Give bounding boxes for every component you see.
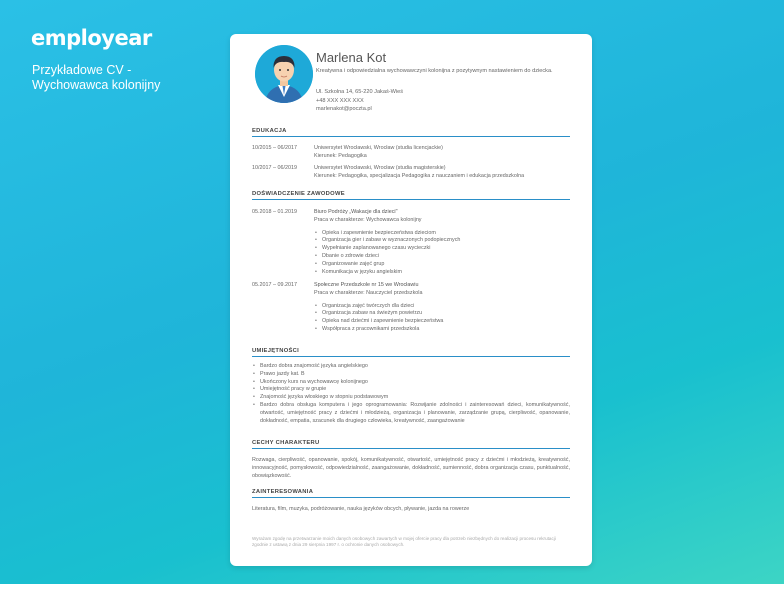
- traits-section-header: [252, 440, 570, 449]
- interests-text: Literatura, film, muzyka, podróżowanie, nauka języków obcych, pływanie, jazda na rowerze: [252, 506, 470, 512]
- duty-item: • Organizacja zabaw na świeżym powietrzu: [314, 310, 570, 318]
- traits-text: Rozwaga, cierpliwość, opanowanie, spokój, komunikatywność, otwartość, umiejętność pracy z dziećmi i młodzieżą, kreatywność, innowacyjność, pomysłowość, odpowiedzialność, zaangażowanie, dokładność, sumienność, dobra organizacja czasu, punktualność, obowiązkowość.: [252, 457, 570, 479]
- side-title: [32, 63, 212, 93]
- experience-dates: 05.2017 – 09.2017: [252, 282, 297, 288]
- section-divider: [252, 448, 570, 449]
- education-school: Uniwersytet Wrocławski, Wrocław (studia magisterskie): [314, 165, 446, 171]
- skill-item: • Bardzo dobra obsługa komputera i jego oprogramowania: Rozwijanie zdolności i zainteresowań dzieci, komunikatywność, otwartość, umiejętność pracy z dziećmi i młodzieżą, organizacja i planowanie, zarządzanie grupą, cierpliwość, opanowanie, dokładność, empatia, szacunek dla drugiego człowieka, kreatywność, zaangażowanie: [252, 402, 570, 425]
- education-title: EDUKACJA: [252, 128, 287, 134]
- experience-company: Społeczne Przedszkole nr 15 we Wrocławiu: [314, 282, 419, 288]
- duty-item: • Organizacja gier i zabaw w wyznaczonych podopiecznych: [314, 237, 570, 245]
- experience-duties: [314, 230, 570, 277]
- education-school: Uniwersytet Wrocławski, Wrocław (studia licencjackie): [314, 145, 443, 151]
- cv-summary: Kreatywna i odpowiedzialna wychowawczyni kolonijna z pozytywnym nastawieniem do dziecka.: [316, 68, 553, 74]
- interests-section-header: [252, 489, 570, 498]
- duty-item: • Dbanie o zdrowie dzieci: [314, 253, 570, 261]
- experience-role: Praca w charakterze: Wychowawca kolonijny: [314, 216, 422, 223]
- duty-item: • Współpraca z pracownikami przedszkola: [314, 326, 570, 334]
- skill-item: • Prawo jazdy kat. B: [252, 371, 570, 379]
- duty-item: • Opieka i zapewnienie bezpieczeństwa dzieciom: [314, 230, 570, 238]
- duty-item: • Organizowanie zajęć grup: [314, 261, 570, 269]
- education-field: Kierunek: Pedagogika: [314, 152, 367, 159]
- duty-item: • Komunikacja w języku angielskim: [314, 269, 570, 277]
- experience-duties: [314, 303, 570, 334]
- skills-list-wrap: [252, 363, 570, 425]
- skills-section-header: [252, 348, 570, 357]
- bottom-strip: [0, 584, 784, 600]
- duty-item: • Opieka nad dziećmi i zapewnienie bezpieczeństwa: [314, 318, 570, 326]
- skill-item: • Bardzo dobra znajomość języka angielskiego: [252, 363, 570, 371]
- skill-item: • Umiejętność pracy w grupie: [252, 386, 570, 394]
- skill-item: • Znajomość języka włoskiego w stopniu podstawowym: [252, 394, 570, 402]
- education-section-header: [252, 128, 570, 137]
- section-divider: [252, 199, 570, 200]
- employear-logo[interactable]: employear: [31, 26, 152, 50]
- contact-email: marlenakot@poczta.pl: [316, 106, 372, 113]
- section-divider: [252, 136, 570, 137]
- contact-address: Ul. Szkolna 14, 65-220 Jakaś-Wieś: [316, 89, 404, 95]
- experience-company: Biuro Podróży „Wakacje dla dzieci": [314, 209, 398, 215]
- duty-item: • Wypełnianie zaplanowanego czasu wycieczki: [314, 245, 570, 253]
- education-dates: 10/2015 – 06/2017: [252, 145, 297, 151]
- side-title-line1: Przykładowe CV -: [32, 63, 132, 77]
- interests-title: ZAINTERESOWANIA: [252, 489, 314, 495]
- experience-section-header: [252, 191, 570, 200]
- person-avatar-icon: [255, 45, 313, 103]
- skill-item: • Ukończony kurs na wychowawcę kolonijnego: [252, 379, 570, 387]
- traits-title: CECHY CHARAKTERU: [252, 440, 320, 446]
- skills-title: UMIEJĘTNOŚCI: [252, 348, 300, 354]
- skills-list: [252, 363, 570, 425]
- cv-document: [230, 34, 592, 566]
- contact-phone: +48 XXX XXX XXX: [316, 97, 364, 104]
- section-divider: [252, 356, 570, 357]
- duty-item: • Organizacja zajęć twórczych dla dzieci: [314, 303, 570, 311]
- experience-dates: 05.2018 – 01.2019: [252, 209, 297, 215]
- experience-title: DOŚWIADCZENIE ZAWODOWE: [252, 191, 345, 197]
- contact-block: [316, 88, 403, 114]
- avatar: [255, 45, 313, 103]
- education-dates: 10/2017 – 06/2019: [252, 165, 297, 171]
- experience-role: Praca w charakterze: Nauczyciel przedszkola: [314, 289, 423, 296]
- side-title-line2: Wychowawca kolonijny: [32, 78, 161, 92]
- section-divider: [252, 497, 570, 498]
- gdpr-clause: Wyrażam zgodę na przetwarzanie moich danych osobowych zawartych w mojej ofercie pracy dla potrzeb niezbędnych do realizacji procesu rekrutacji zgodnie z ustawą z dnia 29 sierpnia 1997 r. o ochronie danych osobowych.: [252, 536, 556, 547]
- cv-name: Marlena Kot: [316, 50, 387, 65]
- education-field: Kierunek: Pedagogika, specjalizacja Pedagogika z nauczaniem i edukacja przedszkolna: [314, 172, 525, 179]
